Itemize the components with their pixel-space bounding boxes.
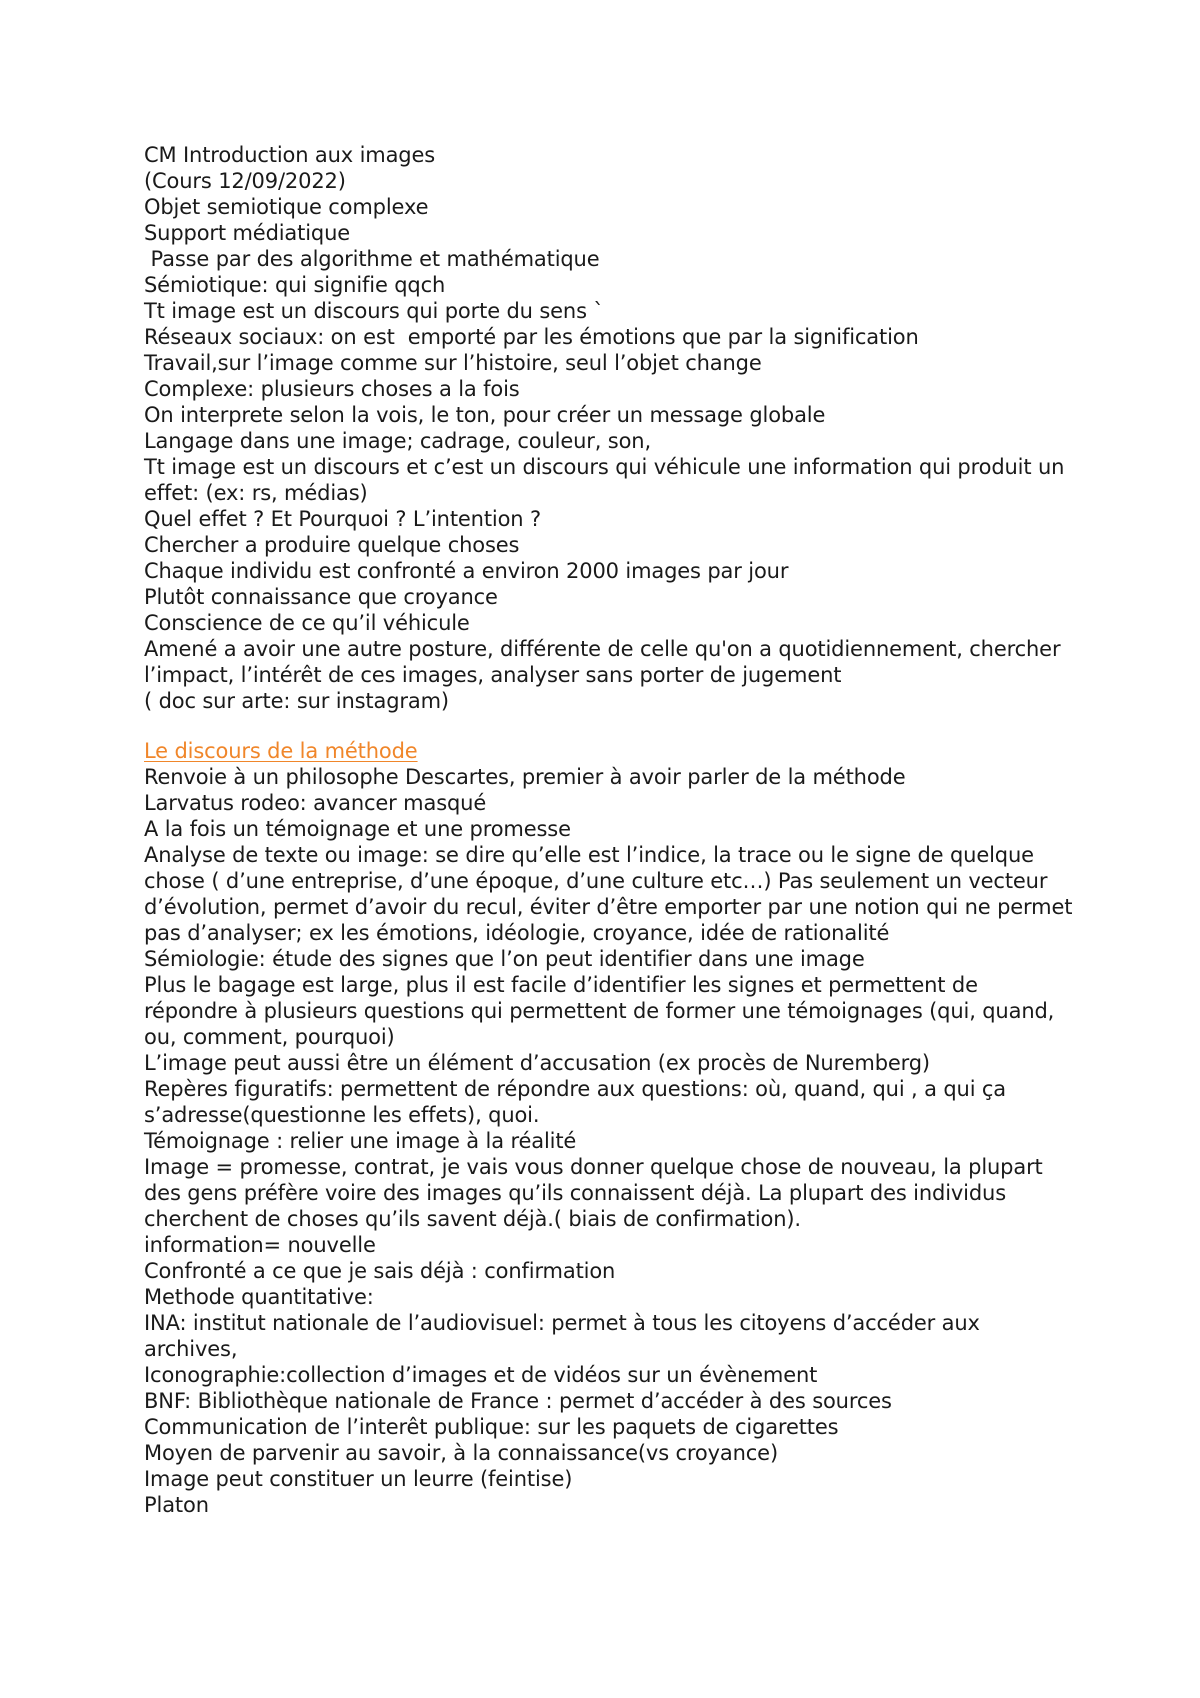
method-section <box>144 764 1079 1518</box>
text-line: BNF: Bibliothèque nationale de France : permet d’accéder à des sources <box>144 1389 892 1413</box>
text-line: Quel effet ? Et Pourquoi ? L’intention ? <box>144 507 541 531</box>
text-line: Tt image est un discours qui porte du sens ` <box>144 299 604 323</box>
text-line: Confronté a ce que je sais déjà : confirmation <box>144 1259 616 1283</box>
text-line: Conscience de ce qu’il véhicule <box>144 611 470 635</box>
text-line: Objet semiotique complexe <box>144 195 429 219</box>
text-line: Réseaux sociaux: on est emporté par les émotions que par la signification <box>144 325 919 349</box>
text-line: Moyen de parvenir au savoir, à la connaissance(vs croyance) <box>144 1441 778 1465</box>
text-line: Passe par des algorithme et mathématique <box>144 247 600 271</box>
text-line: A la fois un témoignage et une promesse <box>144 817 571 841</box>
text-line: Image = promesse, contrat, je vais vous donner quelque chose de nouveau, la plupart des gens préfère voire des images qu’ils connaissent déjà. La plupart des individus cherchent de choses qu’ils savent déjà.( biais de confirmation). <box>144 1155 1050 1231</box>
text-line: Methode quantitative: <box>144 1285 374 1309</box>
text-line: L’image peut aussi être un élément d’accusation (ex procès de Nuremberg) <box>144 1051 930 1075</box>
text-line: Larvatus rodeo: avancer masqué <box>144 791 487 815</box>
text-line: Complexe: plusieurs choses a la fois <box>144 377 520 401</box>
text-line: Repères figuratifs: permettent de répondre aux questions: où, quand, qui , a qui ça s’adresse(questionne les effets), quoi. <box>144 1077 1013 1127</box>
text-line: Communication de l’interêt publique: sur les paquets de cigarettes <box>144 1415 839 1439</box>
text-line: Plus le bagage est large, plus il est facile d’identifier les signes et permettent de répondre à plusieurs questions qui permettent de former une témoignages (qui, quand, ou, comment, pourquoi) <box>144 973 1061 1049</box>
text-line: On interprete selon la vois, le ton, pour créer un message globale <box>144 403 826 427</box>
course-date: (Cours 12/09/2022) <box>144 169 346 193</box>
text-line: Iconographie:collection d’images et de vidéos sur un évènement <box>144 1363 818 1387</box>
text-line: ( doc sur arte: sur instagram) <box>144 689 449 713</box>
text-line: Analyse de texte ou image: se dire qu’elle est l’indice, la trace ou le signe de quelque chose ( d’une entreprise, d’une époque, d’une culture etc…) Pas seulement un vecteur d’évolution, permet d’avoir du recul, éviter d’être emporter par une notion qui ne permet pas d’analyser; ex les émotions, idéologie, croyance, idée de rationalité <box>144 843 1079 945</box>
text-line: Sémiotique: qui signifie qqch <box>144 273 446 297</box>
document-title: CM Introduction aux images <box>144 143 436 167</box>
text-line: Amené a avoir une autre posture, différente de celle qu'on a quotidiennement, chercher l’impact, l’intérêt de ces images, analyser sans porter de jugement <box>144 637 1067 687</box>
text-line: Support médiatique <box>144 221 351 245</box>
text-line: Tt image est un discours et c’est un discours qui véhicule une information qui produit un effet: (ex: rs, médias) <box>144 455 1071 505</box>
text-line: Plutôt connaissance que croyance <box>144 585 498 609</box>
document-body <box>144 142 1079 1518</box>
text-line: Langage dans une image; cadrage, couleur, son, <box>144 429 651 453</box>
text-line: Travail,sur l’image comme sur l’histoire, seul l’objet change <box>144 351 762 375</box>
text-line: INA: institut nationale de l’audiovisuel: permet à tous les citoyens d’accéder aux archives, <box>144 1311 987 1361</box>
intro-section <box>144 142 1074 714</box>
text-line: Chaque individu est confronté a environ 2000 images par jour <box>144 559 789 583</box>
text-line: Chercher a produire quelque choses <box>144 533 520 557</box>
text-line: Platon <box>144 1493 209 1517</box>
text-line: Sémiologie: étude des signes que l’on peut identifier dans une image <box>144 947 865 971</box>
text-line: Image peut constituer un leurre (feintise) <box>144 1467 573 1491</box>
section-heading: Le discours de la méthode <box>144 739 418 763</box>
text-line: Renvoie à un philosophe Descartes, premier à avoir parler de la méthode <box>144 765 906 789</box>
paragraph-spacer <box>144 714 1074 738</box>
text-line: Témoignage : relier une image à la réalité <box>144 1129 577 1153</box>
text-line: information= nouvelle <box>144 1233 376 1257</box>
